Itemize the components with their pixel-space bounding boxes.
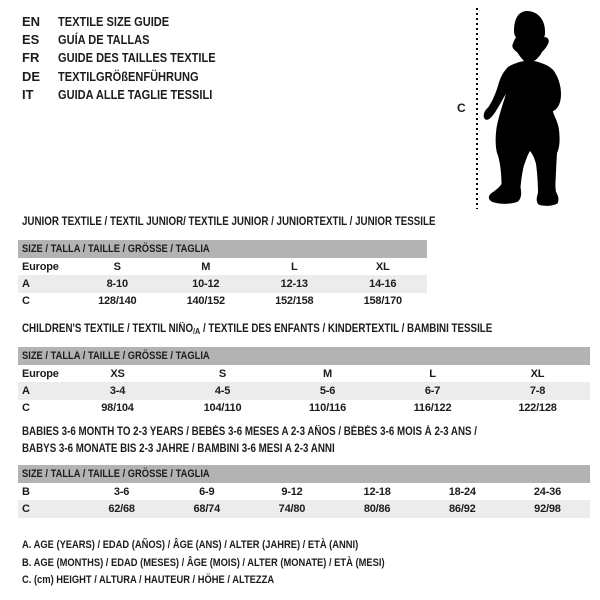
babies-section-title xyxy=(22,424,557,458)
size-cell: 6-7 xyxy=(424,385,441,398)
size-cell: S xyxy=(218,367,227,380)
size-header-row xyxy=(18,240,427,258)
size-header-text: SIZE / TALLA / TAILLE / GRÖSSE / TAGLIA xyxy=(22,468,210,480)
language-title: TEXTILGRÖßENFÜHRUNG xyxy=(58,68,199,84)
footnote-c-text: C. (cm) HEIGHT / ALTURA / HAUTEUR / HÖHE / ALTEZZA xyxy=(22,574,275,587)
language-title: TEXTILE SIZE GUIDE xyxy=(58,13,170,29)
size-cell: 74/80 xyxy=(278,503,306,516)
size-cell: 5-6 xyxy=(319,385,336,398)
language-title: GUIDA ALLE TAGLIE TESSILI xyxy=(58,87,213,103)
size-cell: 98/104 xyxy=(101,402,134,415)
table-row xyxy=(18,483,590,500)
size-cell: 9-12 xyxy=(281,485,303,498)
babies-size-table xyxy=(18,465,590,518)
language-code: FR xyxy=(22,50,40,66)
size-cell: S xyxy=(113,260,121,273)
list-item xyxy=(22,12,243,30)
language-title: GUIDE DES TAILLES TEXTILE xyxy=(58,50,216,66)
table-row xyxy=(18,400,590,417)
size-header-row xyxy=(18,465,590,483)
baby-silhouette-icon xyxy=(483,6,600,212)
size-cell: XS xyxy=(110,367,125,380)
size-cell: 110/116 xyxy=(308,402,347,415)
size-cell: 18-24 xyxy=(448,485,476,498)
footnotes xyxy=(22,537,449,590)
row-label: B xyxy=(22,485,30,498)
list-item xyxy=(22,86,243,104)
list-item xyxy=(22,49,243,67)
height-measure-line xyxy=(476,8,478,209)
size-cell: 6-9 xyxy=(199,485,215,498)
list-item xyxy=(22,30,243,48)
row-label: C xyxy=(22,503,30,516)
size-cell: 92/98 xyxy=(534,503,561,516)
size-cell: 122/128 xyxy=(518,402,557,415)
size-cell: M xyxy=(201,260,211,273)
junior-title-text: JUNIOR TEXTILE / TEXTIL JUNIOR/ TEXTILE JUNIOR / JUNIORTEXTIL / JUNIOR TESSILE xyxy=(22,216,436,228)
size-cell: 3-4 xyxy=(109,385,126,398)
footnote-a-text: A. AGE (YEARS) / EDAD (AÑOS) / ÂGE (ANS) / ALTER (JAHRE) / ETÀ (ANNI) xyxy=(22,539,359,551)
junior-size-table xyxy=(18,240,427,310)
language-code: EN xyxy=(22,13,41,29)
table-row xyxy=(18,293,427,310)
size-cell: L xyxy=(290,260,298,273)
size-cell: 104/110 xyxy=(203,402,242,415)
table-row xyxy=(18,382,590,399)
size-header-text: SIZE / TALLA / TAILLE / GRÖSSE / TAGLIA xyxy=(22,243,210,255)
table-row xyxy=(18,275,427,292)
children-title-subscript: /A xyxy=(193,326,201,336)
children-title-post: / TEXTILE DES ENFANTS / KINDERTEXTIL / BAMBINI TESSILE xyxy=(200,323,493,335)
language-code: IT xyxy=(22,87,34,103)
junior-section-title xyxy=(22,214,508,231)
language-list xyxy=(22,12,243,104)
row-label: A xyxy=(22,278,30,291)
children-title-pre: CHILDREN'S TEXTILE / TEXTIL NIÑO xyxy=(22,323,194,335)
footnote-a xyxy=(22,537,449,555)
height-measure-label: C xyxy=(457,101,466,115)
row-label: Europe xyxy=(22,260,59,273)
size-cell: 158/170 xyxy=(363,295,402,308)
size-cell: 10-12 xyxy=(192,278,220,291)
row-label: C xyxy=(22,402,30,415)
size-cell: 152/158 xyxy=(275,295,314,308)
size-cell: 128/140 xyxy=(98,295,137,308)
size-cell: 140/152 xyxy=(186,295,225,308)
babies-title-line1: BABIES 3-6 MONTH TO 2-3 YEARS / BEBÉS 3-6 MESES A 2-3 AÑOS / BÉBÉS 3-6 MOIS À 2-3 ANS / xyxy=(22,426,478,438)
size-cell: L xyxy=(429,367,436,380)
size-cell: 80/86 xyxy=(363,503,391,516)
size-cell: 12-13 xyxy=(280,278,308,291)
language-title: GUÍA DE TALLAS xyxy=(58,32,150,48)
row-label: Europe xyxy=(22,367,59,380)
size-cell: 116/122 xyxy=(413,402,452,415)
size-cell: 24-36 xyxy=(533,485,562,498)
size-cell: XL xyxy=(530,367,545,380)
language-code: DE xyxy=(22,68,41,84)
size-cell: 86/92 xyxy=(449,503,476,516)
table-row xyxy=(18,500,590,517)
size-cell: 7-8 xyxy=(529,385,546,398)
size-cell: 12-18 xyxy=(363,485,391,498)
size-cell: 4-5 xyxy=(214,385,231,398)
size-cell: XL xyxy=(375,260,390,273)
size-header-text: SIZE / TALLA / TAILLE / GRÖSSE / TAGLIA xyxy=(22,350,210,362)
table-row xyxy=(18,365,590,382)
size-cell: 14-16 xyxy=(369,278,397,291)
size-cell: M xyxy=(323,367,332,380)
row-label: C xyxy=(22,295,30,308)
size-cell: 3-6 xyxy=(113,485,130,498)
size-cell: 62/68 xyxy=(108,503,135,516)
size-cell: 8-10 xyxy=(106,278,128,291)
size-header-row xyxy=(18,347,590,365)
babies-title-line2: BABYS 3-6 MONATE BIS 2-3 JAHRE / BAMBINI 3-6 MESI A 2-3 ANNI xyxy=(22,443,335,455)
footnote-b xyxy=(22,555,449,573)
footnote-c xyxy=(22,572,449,590)
list-item xyxy=(22,67,243,85)
footnote-b-text: B. AGE (MONTHS) / EDAD (MESES) / ÂGE (MOIS) / ALTER (MONATE) / ETÀ (MESI) xyxy=(22,556,385,569)
table-row xyxy=(18,258,427,275)
size-cell: 68/74 xyxy=(193,503,221,516)
language-code: ES xyxy=(22,32,40,48)
children-section-title xyxy=(22,321,575,338)
row-label: A xyxy=(22,385,30,398)
children-size-table xyxy=(18,347,590,417)
children-title-text xyxy=(22,321,492,338)
